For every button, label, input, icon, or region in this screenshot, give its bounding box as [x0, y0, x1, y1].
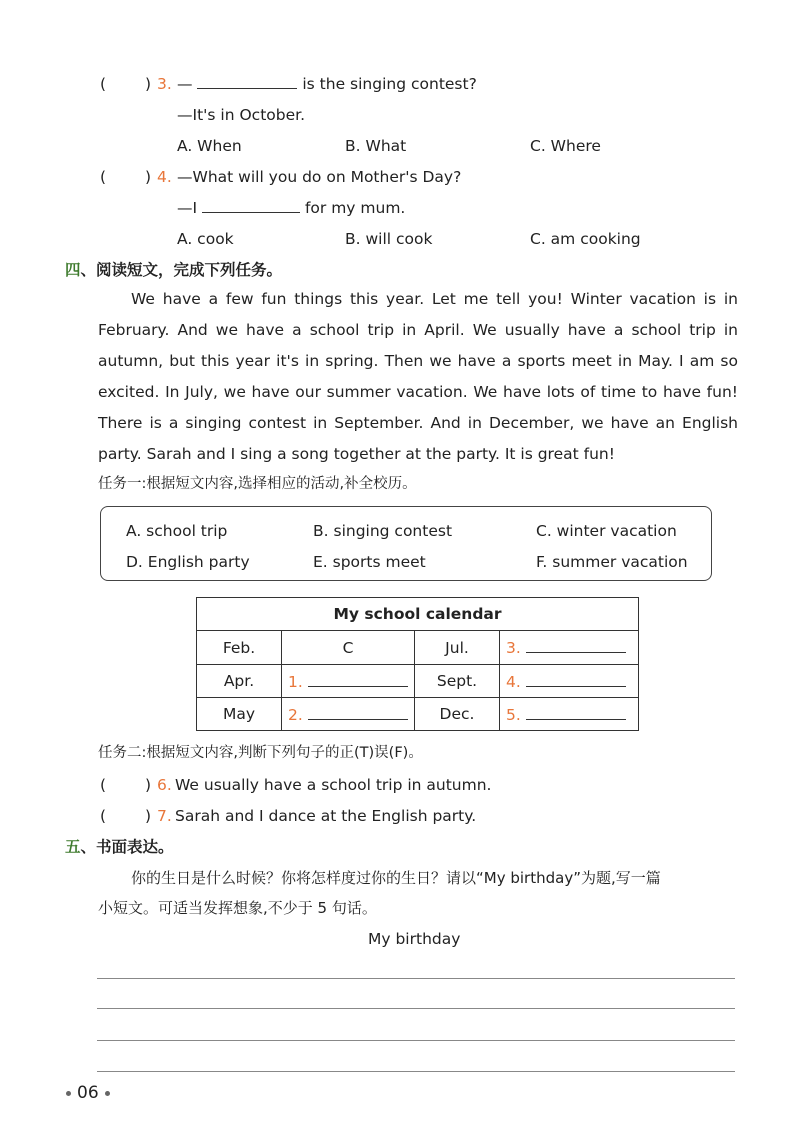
- writing-line[interactable]: [97, 1040, 735, 1041]
- question-number: 3.: [157, 75, 172, 93]
- question-stem: —What will you do on Mother's Day?: [177, 168, 462, 186]
- option-a: A. When: [177, 137, 242, 155]
- month-cell: Jul.: [415, 631, 500, 665]
- section-title: 、阅读短文，完成下列任务。: [80, 261, 283, 279]
- fill-blank[interactable]: [526, 705, 626, 720]
- option-a: A. cook: [177, 230, 234, 248]
- tf-statement: Sarah and I dance at the English party.: [175, 807, 477, 825]
- blank-number: 2.: [288, 705, 303, 724]
- passage-line: party. Sarah and I sing a song together at the party. It is great fun!: [98, 445, 615, 463]
- stem-text: is the singing contest?: [302, 75, 477, 93]
- answer-paren-open: (: [100, 168, 107, 186]
- page-number: [60, 1083, 116, 1103]
- answer-paren-close: ): [145, 168, 152, 186]
- section-number: 五: [65, 838, 81, 856]
- reply-after: for my mum.: [304, 199, 406, 217]
- section-5-heading: [65, 837, 174, 857]
- answer-cell[interactable]: [282, 665, 415, 698]
- calendar-title: My school calendar: [197, 598, 639, 631]
- month-cell: Feb.: [197, 631, 282, 665]
- choice-c: C. winter vacation: [536, 522, 677, 540]
- answer-paren-open: (: [100, 75, 107, 93]
- table-row: [197, 665, 639, 698]
- blank-number: 1.: [288, 672, 303, 691]
- question-number: 6.: [157, 776, 172, 794]
- answer-paren-open: (: [100, 807, 107, 825]
- option-c: C. Where: [530, 137, 601, 155]
- month-cell: May: [197, 698, 282, 731]
- blank-number: 4.: [506, 672, 521, 691]
- answer-cell[interactable]: [282, 698, 415, 731]
- answer-paren-close: ): [145, 75, 152, 93]
- option-c: C. am cooking: [530, 230, 641, 248]
- blank-number: 3.: [506, 639, 521, 657]
- answer-cell[interactable]: [500, 698, 639, 731]
- passage-line: We have a few fun things this year. Let me tell you! Winter vacation is in: [131, 290, 738, 308]
- answer-cell[interactable]: [500, 631, 639, 665]
- dot-icon: [66, 1091, 71, 1096]
- choice-d: D. English party: [126, 553, 250, 571]
- dash: —: [177, 75, 193, 93]
- writing-line[interactable]: [97, 1071, 735, 1072]
- section-4-heading: [65, 260, 282, 280]
- writing-prompt: 你的生日是什么时候？你将怎样度过你的生日？请以“My birthday”为题,写一篇: [131, 869, 661, 887]
- answer-line: —It's in October.: [177, 106, 306, 124]
- school-calendar-table: [196, 597, 639, 731]
- reply-line: [177, 198, 405, 218]
- writing-line[interactable]: [97, 978, 735, 979]
- section-title: 、书面表达。: [80, 838, 174, 856]
- page-number-text: 06: [77, 1083, 99, 1103]
- writing-prompt: 小短文。可适当发挥想象,不少于 5 句话。: [98, 899, 377, 917]
- answer-cell[interactable]: [500, 665, 639, 698]
- answer-paren-close: ): [145, 776, 152, 794]
- section-number: 四: [65, 261, 81, 279]
- fill-blank[interactable]: [308, 672, 408, 687]
- writing-line[interactable]: [97, 1008, 735, 1009]
- month-cell: Apr.: [197, 665, 282, 698]
- answer-cell: C: [282, 631, 415, 665]
- answer-paren-open: (: [100, 776, 107, 794]
- passage-line: February. And we have a school trip in April. We usually have a school trip in: [98, 321, 738, 339]
- reading-passage: [98, 289, 738, 475]
- month-cell: Dec.: [415, 698, 500, 731]
- month-cell: Sept.: [415, 665, 500, 698]
- table-row: [197, 631, 639, 665]
- option-b: B. What: [345, 137, 407, 155]
- fill-blank[interactable]: [526, 638, 626, 653]
- option-b: B. will cook: [345, 230, 433, 248]
- dot-icon: [105, 1091, 110, 1096]
- question-number: 7.: [157, 807, 172, 825]
- essay-title: My birthday: [368, 930, 461, 948]
- fill-blank[interactable]: [202, 198, 300, 213]
- answer-paren-close: ): [145, 807, 152, 825]
- choice-f: F. summer vacation: [536, 553, 688, 571]
- choice-e: E. sports meet: [313, 553, 426, 571]
- fill-blank[interactable]: [197, 74, 297, 89]
- blank-number: 5.: [506, 705, 521, 724]
- fill-blank[interactable]: [308, 705, 408, 720]
- tf-statement: We usually have a school trip in autumn.: [175, 776, 492, 794]
- reply-before: —I: [177, 199, 198, 217]
- task-1-instruction: 任务一:根据短文内容,选择相应的活动,补全校历。: [98, 476, 417, 492]
- passage-line: autumn, but this year it's in spring. Then we have a sports meet in May. I am so: [98, 352, 738, 370]
- task-2-instruction: 任务二:根据短文内容,判断下列句子的正(T)误(F)。: [98, 745, 423, 761]
- question-number: 4.: [157, 168, 172, 186]
- table-row: [197, 698, 639, 731]
- choice-a: A. school trip: [126, 522, 228, 540]
- question-stem: [177, 74, 477, 94]
- passage-line: There is a singing contest in September. And in December, we have an English: [98, 414, 738, 432]
- passage-line: excited. In July, we have our summer vacation. We have lots of time to have fun!: [98, 383, 738, 401]
- fill-blank[interactable]: [526, 672, 626, 687]
- choice-b: B. singing contest: [313, 522, 453, 540]
